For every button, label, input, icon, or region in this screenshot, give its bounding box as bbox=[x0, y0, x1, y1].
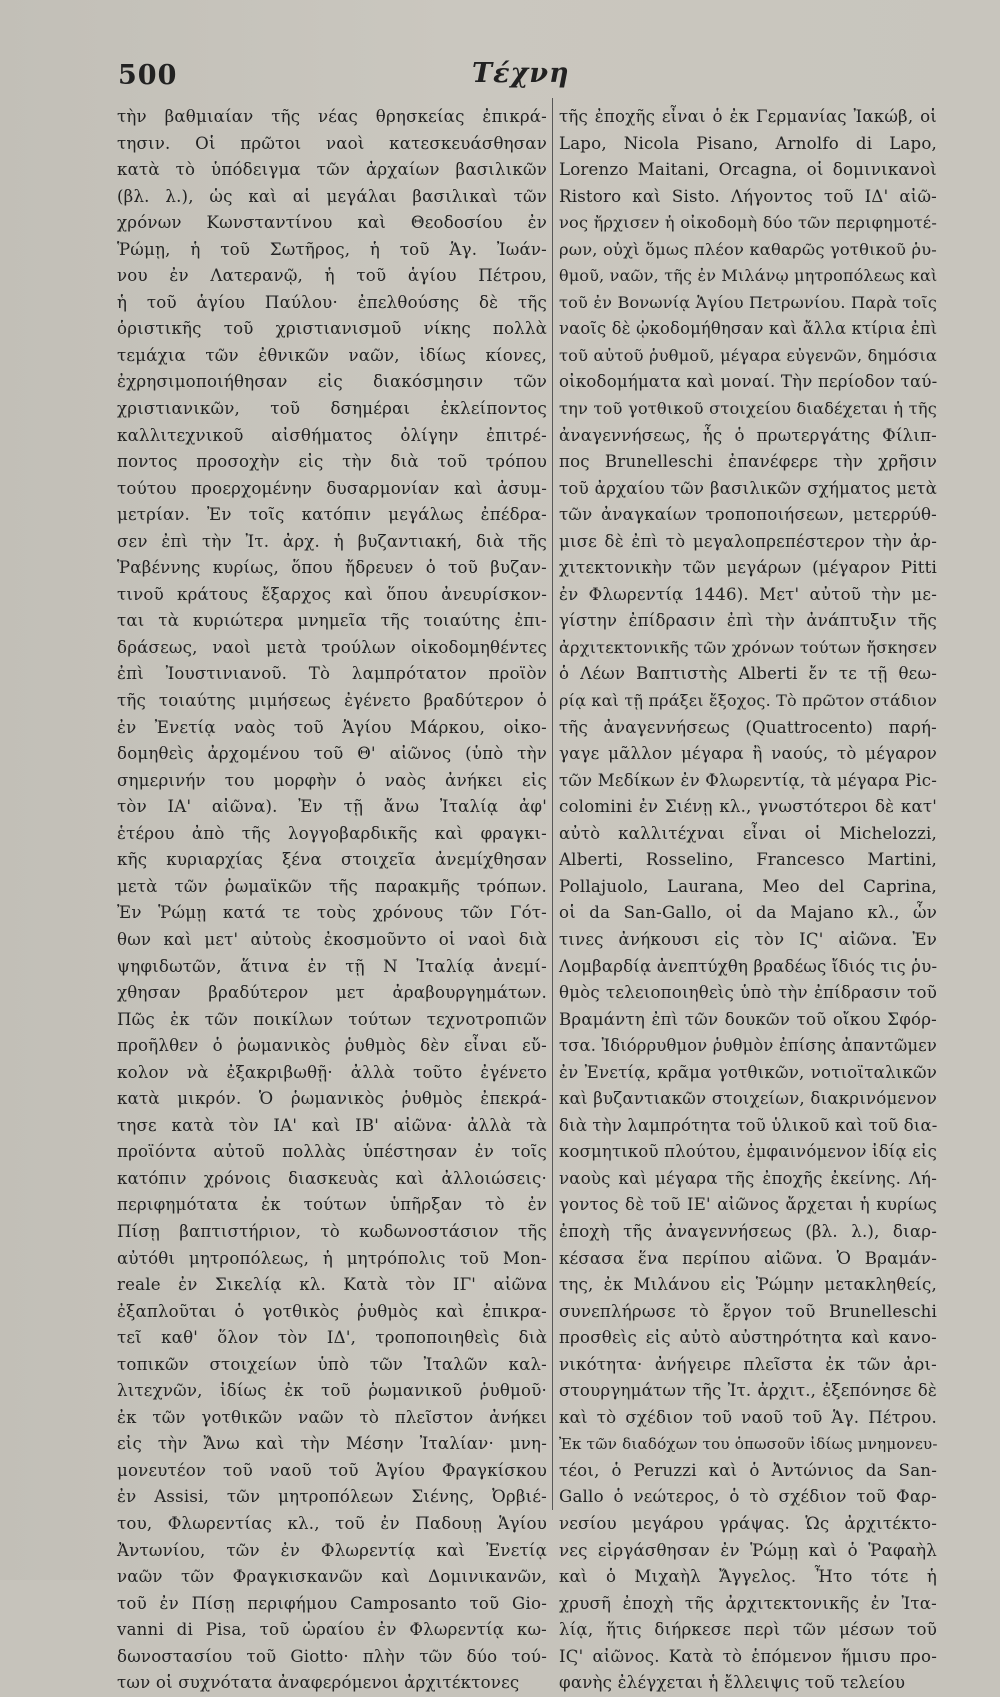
text-line: τούτου προερχομένην δυσαρμονίαν καὶ ἀσυμ- bbox=[117, 478, 547, 498]
text-line: μισε δὲ ἐπὶ τὸ μεγαλοπρεπέστερον τὴν ἀρ- bbox=[559, 531, 937, 551]
text-line: ποντος προσοχὴν εἰς τὴν διὰ τοῦ τρόπου bbox=[117, 452, 547, 472]
text-line: χρυσῆ ἐποχὴ τῆς ἀρχιτεκτονικῆς ἐν Ἰτα- bbox=[559, 1593, 937, 1613]
text-line: ἐποχὴ τῆς ἀναγεννήσεως (βλ. λ.), διαρ- bbox=[559, 1221, 937, 1241]
text-line: ναοὺς καὶ μέγαρα τῆς ἐποχῆς ἐκείνης. Λή- bbox=[559, 1168, 937, 1188]
text-line: τοῦ αὐτοῦ ῥυθμοῦ, μέγαρα εὐγενῶν, δημόσια bbox=[559, 345, 937, 365]
text-line: δωνοστασίου τοῦ Giotto· πλὴν τῶν δύο τού- bbox=[117, 1646, 547, 1666]
text-line: την τοῦ γοτθικοῦ στοιχείου διαδέχεται ἡ τῆς bbox=[559, 399, 937, 419]
text-line: Ἐκ τῶν διαδόχων του ὁπωσοῦν ἰδίως μνημονευ- bbox=[559, 1435, 938, 1454]
text-line: γαγε μᾶλλον μέγαρα ἢ ναούς, τὸ μέγαρον bbox=[559, 744, 937, 764]
text-line: τησε κατὰ τὸν ΙΑ' καὶ ΙΒ' αἰῶνα· ἀλλὰ τὰ bbox=[117, 1115, 547, 1135]
text-line: σεν ἐπὶ τὴν Ἰτ. ἀρχ. ἡ βυζαντιακή, διὰ τῆς bbox=[117, 531, 547, 551]
text-line: (βλ. λ.), ὡς καὶ αἱ μεγάλαι βασιλικαὶ τῶν bbox=[117, 186, 547, 206]
text-line: καὶ βυζαντιακῶν στοιχείων, διακρινόμενον bbox=[559, 1089, 937, 1109]
text-line: θων καὶ μετ' αὐτοὺς ἐκοσμοῦντο οἱ ναοὶ διὰ bbox=[117, 929, 547, 949]
text-line: τῶν Μεδίκων ἐν Φλωρεντίᾳ, τὰ μέγαρα Pic- bbox=[559, 770, 937, 790]
text-line: νικότητα· ἀνήγειρε πλεῖστα ἐκ τῶν ἀρι- bbox=[559, 1354, 937, 1374]
text-line: λίᾳ, ἥτις διήρκεσε περὶ τῶν μέσων τοῦ bbox=[559, 1620, 937, 1640]
text-line: ἐχρησιμοποιήθησαν εἰς διακόσμησιν τῶν bbox=[117, 372, 547, 392]
text-line: καλλιτεχνικοῦ αἰσθήματος ὀλίγην ἐπιτρέ- bbox=[117, 425, 547, 445]
text-line: τεμάχια τῶν ἐθνικῶν ναῶν, ἰδίως κίονες, bbox=[117, 345, 547, 365]
text-line: ὁριστικῆς τοῦ χριστιανισμοῦ νίκης πολλὰ bbox=[117, 319, 547, 339]
text-line: τῆς ἀναγεννήσεως (Quattrocento) παρή- bbox=[559, 717, 937, 737]
text-line: εἰς τὴν Ἄνω καὶ τὴν Μέσην Ἰταλίαν· μνη- bbox=[117, 1434, 547, 1454]
text-line: τσα. Ἰδιόρρυθμον ῥυθμὸν ἐπίσης ἀπαντῶμεν bbox=[559, 1036, 937, 1056]
text-line: τῆς τοιαύτης μιμήσεως ἐγένετο βραδύτερον ὁ bbox=[117, 691, 547, 711]
text-line: κοσμητικοῦ πλούτου, ἐμφαινόμενον ἰδίᾳ εἰς bbox=[559, 1142, 937, 1162]
text-line: τοῦ ἐν Πίσῃ περιφήμου Camposanto τοῦ Gio- bbox=[117, 1593, 547, 1613]
text-line: Pollajuolo, Laurana, Meo del Caprina, bbox=[559, 876, 937, 896]
text-line: νες εἰργάσθησαν ἐν Ῥώμῃ καὶ ὁ Ῥαφαὴλ bbox=[559, 1540, 937, 1560]
text-line: καὶ ὁ Μιχαὴλ Ἄγγελος. Ἦτο τότε ἡ bbox=[559, 1567, 937, 1587]
text-line: διὰ τὴν λαμπρότητα τοῦ ὑλικοῦ καὶ τοῦ δια- bbox=[559, 1115, 938, 1135]
text-line: χριστιανικῶν, τοῦ δσημέραι ἐκλείποντος bbox=[117, 399, 547, 419]
text-line: θμοῦ, ναῶν, τῆς ἐν Μιλάνῳ μητροπόλεως καὶ bbox=[559, 266, 938, 286]
text-line: λιτεχνῶν, ἰδίως ἐκ τοῦ ῥωμανικοῦ ῥυθμοῦ· bbox=[117, 1381, 547, 1401]
text-line: colomini ἐν Σιένῃ κλ., γνωστότεροι δὲ κατ' bbox=[559, 797, 937, 817]
text-line: κατὰ μικρόν. Ὁ ῥωμανικὸς ῥυθμὸς ἐπεκρά- bbox=[117, 1089, 547, 1109]
text-line: στουργημάτων τῆς Ἰτ. ἀρχιτ., ἐξεπόνησε δὲ bbox=[559, 1381, 937, 1401]
text-line: τῆς ἐποχῆς εἶναι ὁ ἐκ Γερμανίας Ἰακώβ, οἱ bbox=[559, 107, 937, 126]
text-line: οἰκοδομήματα καὶ μοναί. Τὴν περίοδον ταύ- bbox=[559, 372, 938, 392]
text-line: ἐν Ἐνετίᾳ, κρᾶμα γοτθικῶν, νοτιοϊταλικῶν bbox=[559, 1062, 937, 1082]
text-line: Πῶς ἐκ τῶν ποικίλων τούτων τεχνοτροπιῶν bbox=[117, 1009, 547, 1029]
text-line: κολον νὰ ἐξακριβωθῇ· ἀλλὰ τοῦτο ἐγένετο bbox=[117, 1062, 547, 1082]
text-line: ἐκ τῶν γοτθικῶν ναῶν τὸ πλεῖστον ἀνήκει bbox=[117, 1407, 547, 1427]
text-line: ἑτέρου ἀπὸ τῆς λογγοβαρδικῆς καὶ φραγκι- bbox=[117, 823, 547, 843]
text-line: ἐν Φλωρεντίᾳ 1446). Μετ' αὐτοῦ τὴν με- bbox=[559, 584, 937, 604]
text-line: νεσίου μεγάρου γράψας. Ὡς ἀρχιτέκτο- bbox=[559, 1513, 937, 1533]
text-line: reale ἐν Σικελίᾳ κλ. Κατὰ τὸν ΙΓ' αἰῶνα bbox=[117, 1275, 547, 1295]
text-line: προσθεὶς εἰς αὐτὸ αὐστηρότητα καὶ κανο- bbox=[559, 1328, 937, 1348]
text-line: προῆλθεν ὁ ῥωμανικὸς ῥυθμὸς δὲν εἶναι εὔ- bbox=[117, 1036, 547, 1056]
text-line: προϊόντα αὐτοῦ πολλὰς ὑπέστησαν ἐν τοῖς bbox=[117, 1142, 547, 1162]
text-line: ἐξαπλοῦται ὁ γοτθικὸς ῥυθμὸς καὶ ἐπικρα- bbox=[117, 1301, 547, 1321]
text-line: ρίᾳ καὶ τῇ πράξει ἔξοχος. Τὸ πρῶτον στάδιον bbox=[559, 691, 938, 711]
text-line: χθησαν βραδύτερον μετ ἀραβουργημάτων. bbox=[117, 983, 547, 1003]
text-line: σημερινήν του μορφὴν ὁ ναὸς ἀνήκει εἰς bbox=[117, 770, 547, 790]
text-line: τοπικῶν στοιχείων ὑπὸ τῶν Ἰταλῶν καλ- bbox=[117, 1354, 547, 1374]
text-line: ἀρχιτεκτονικῆς τῶν χρόνων τούτων ἤσκησεν bbox=[559, 637, 938, 657]
text-line: γοντος δὲ τοῦ ΙΕ' αἰῶνος ἄρχεται ἡ κυρίως bbox=[559, 1195, 937, 1215]
text-line: τὴν βαθμιαίαν τῆς νέας θρησκείας ἐπικρά- bbox=[117, 107, 547, 126]
text-line: χρόνων Κωνσταντίνου καὶ Θεοδοσίου ἐν bbox=[117, 213, 547, 233]
column-divider bbox=[552, 98, 553, 1510]
text-line: νου ἐν Λατερανῷ, ἡ τοῦ ἁγίου Πέτρου, bbox=[117, 266, 547, 286]
text-line: του, Φλωρεντίας κλ., τοῦ ἐν Παδουῃ Ἁγίου bbox=[117, 1513, 547, 1533]
text-line: τεῖ καθ' ὅλον τὸν ΙΔ', τροποποιηθεὶς διὰ bbox=[117, 1328, 547, 1348]
text-line: ἡ τοῦ ἁγίου Παύλου· ἐπελθούσης δὲ τῆς bbox=[117, 292, 547, 312]
text-line: τοῦ ἀρχαίου τῶν βασιλικῶν σχήματος μετὰ bbox=[559, 478, 937, 498]
text-line: ΙϚ' αἰῶνος. Κατὰ τὸ ἑπόμενον ἥμισυ προ- bbox=[559, 1646, 937, 1666]
text-line: θμὸς τελειοποιηθεὶς ὑπὸ τὴν ἐπίδρασιν τοῦ bbox=[559, 983, 937, 1003]
text-line: ἐν Ἐνετίᾳ ναὸς τοῦ Ἁγίου Μάρκου, οἰκο- bbox=[117, 717, 547, 737]
text-line: μετρίαν. Ἐν τοῖς κατόπιν μεγάλως ἐπέδρα- bbox=[117, 505, 547, 525]
left-text-column bbox=[117, 104, 547, 1697]
text-line: ναοῖς δὲ ᾠκοδομήθησαν καὶ ἄλλα κτίρια ἐπὶ bbox=[559, 319, 938, 339]
text-line: Βραμάντη ἐπὶ τῶν δουκῶν τοῦ οἴκου Σφόρ- bbox=[559, 1009, 937, 1029]
text-line: δράσεως, ναοὶ μετὰ τρούλων οἰκοδομηθέντες bbox=[117, 637, 547, 657]
text-line: αὐτὸ καλλιτέχναι εἶναι οἱ Michelozzi, bbox=[559, 823, 937, 843]
text-line: οἱ da San-Gallo, οἱ da Majano κλ., ὧν bbox=[559, 903, 937, 923]
text-line: Gallo ὁ νεώτερος, ὁ τὸ σχέδιον τοῦ Φαρ- bbox=[559, 1487, 937, 1507]
running-head: Τέχνη bbox=[472, 58, 570, 89]
text-line: νος ἤρχισεν ἡ οἰκοδομὴ δύο τῶν περιφημοτέ- bbox=[559, 213, 937, 233]
text-line: φανὴς ἐλέγχεται ἡ ἔλλειψις τοῦ τελείου bbox=[559, 1673, 906, 1693]
text-line: τινες ἀνήκουσι εἰς τὸν ΙϚ' αἰῶνα. Ἐν bbox=[559, 929, 937, 949]
text-line: τοῦ ἐν Βονωνίᾳ Ἁγίου Πετρωνίου. Παρὰ τοῖς bbox=[559, 292, 938, 312]
text-line: τῶν ἀναγκαίων τροποποιήσεων, μετερρύθ- bbox=[559, 505, 937, 525]
text-line: τινοῦ κράτους ἔξαρχος καὶ ὅπου ἀνευρίσκον- bbox=[117, 584, 547, 604]
text-line: γίστην ἐπίδρασιν ἐπὶ τὴν ἀνάπτυξιν τῆς bbox=[559, 611, 937, 631]
text-line: ρων, οὐχὶ ὅμως πλέον καθαρῶς γοτθικοῦ ῥυ- bbox=[559, 239, 937, 259]
text-line: των οἱ συχνότατα ἀναφερόμενοι ἀρχιτέκτονες bbox=[117, 1673, 520, 1693]
text-line: μονευτέον τοῦ ναοῦ τοῦ Ἁγίου Φραγκίσκου bbox=[117, 1460, 547, 1480]
text-line: της, ἐκ Μιλάνου εἰς Ῥώμην μετακληθείς, bbox=[559, 1275, 937, 1295]
text-line: κέσασα ἕνα περίπου αἰῶνα. Ὁ Βραμάν- bbox=[559, 1248, 937, 1268]
text-line: κατὰ τὸ ὑπόδειγμα τῶν ἀρχαίων βασιλικῶν bbox=[117, 160, 547, 180]
text-line: τησιν. Οἱ πρῶτοι ναοὶ κατεσκευάσθησαν bbox=[117, 133, 547, 153]
text-line: Alberti, Rosselino, Francesco Martini, bbox=[559, 850, 937, 870]
text-line: ἐν Assisi, τῶν μητροπόλεων Σιένης, Ὀρβιέ- bbox=[117, 1487, 547, 1507]
text-line: Ῥαβέννης κυρίως, ὅπου ἤδρευεν ὁ τοῦ βυζαν- bbox=[117, 558, 547, 578]
text-line: Λομβαρδίᾳ ἀνεπτύχθη βραδέως ἴδιός τις ῥυ- bbox=[559, 956, 938, 976]
text-line: ὁ Λέων Βαπτιστὴς Alberti ἔν τε τῇ θεω- bbox=[559, 664, 937, 684]
text-line: Ristoro καὶ Sisto. Λήγοντος τοῦ ΙΔ' αἰῶ- bbox=[559, 186, 937, 206]
text-line: ψηφιδωτῶν, ἅτινα ἐν τῇ Ν Ἰταλίᾳ ἀνεμί- bbox=[117, 956, 547, 976]
right-text-column bbox=[559, 104, 937, 1697]
text-line: χιτεκτονικὴν τῶν μεγάρων (μέγαρον Pitti bbox=[559, 558, 937, 578]
text-line: ναῶν τῶν Φραγκισκανῶν καὶ Δομινικανῶν, bbox=[117, 1567, 547, 1587]
text-line: Ῥώμῃ, ἡ τοῦ Σωτῆρος, ἡ τοῦ Ἁγ. Ἰωάν- bbox=[117, 239, 547, 259]
text-line: τέοι, ὁ Peruzzi καὶ ὁ Ἀντώνιος da San- bbox=[559, 1460, 937, 1480]
text-line: καὶ τὸ σχέδιον τοῦ ναοῦ τοῦ Ἁγ. Πέτρου. bbox=[559, 1407, 937, 1427]
text-line: τὸν ΙΑ' αἰῶνα). Ἐν τῇ ἄνω Ἰταλίᾳ ἀφ' bbox=[117, 797, 547, 817]
page-number: 500 bbox=[118, 60, 178, 91]
text-line: Πίσῃ βαπτιστήριον, τὸ κωδωνοστάσιον τῆς bbox=[117, 1221, 547, 1241]
text-line: Lorenzo Maitani, Orcagna, οἱ δομινικανοὶ bbox=[559, 160, 937, 180]
text-line: ἀναγεννήσεως, ἧς ὁ πρωτεργάτης Φίλιπ- bbox=[559, 425, 937, 445]
text-line: ται τὰ κυριώτερα μνημεῖα τῆς τοιαύτης ἐπι- bbox=[117, 611, 547, 631]
text-line: ἐπὶ Ἰουστινιανοῦ. Τὸ λαμπρότατον προϊὸν bbox=[117, 664, 547, 684]
text-line: Ἀντωνίου, τῶν ἐν Φλωρεντίᾳ καὶ Ἐνετίᾳ bbox=[117, 1540, 547, 1560]
text-line: Lapo, Nicola Pisano, Arnolfo di Lapo, bbox=[559, 133, 937, 153]
text-line: περιφημότατα ἐκ τούτων ὑπῆρξαν τὸ ἐν bbox=[117, 1195, 547, 1215]
text-line: μετὰ τῶν ῥωμαϊκῶν τῆς παρακμῆς τρόπων. bbox=[117, 876, 547, 896]
text-line: κῆς κυριαρχίας ξένα στοιχεῖα ἀνεμίχθησαν bbox=[117, 850, 547, 870]
text-line: δομηθεὶς ἀρχομένου τοῦ Θ' αἰῶνος (ὑπὸ τὴν bbox=[117, 744, 547, 764]
text-line: vanni di Pisa, τοῦ ὡραίου ἐν Φλωρεντίᾳ κω- bbox=[117, 1620, 547, 1640]
text-line: αὐτόθι μητροπόλεως, ἡ μητρόπολις τοῦ Mon- bbox=[117, 1248, 547, 1268]
text-line: Ἐν Ῥώμῃ κατά τε τοὺς χρόνους τῶν Γότ- bbox=[117, 903, 547, 923]
text-line: πος Brunelleschi ἐπανέφερε τὴν χρῆσιν bbox=[559, 452, 937, 472]
text-line: συνεπλήρωσε τὸ ἔργον τοῦ Brunelleschi bbox=[559, 1301, 937, 1321]
text-line: κατόπιν χρόνοις διασκευὰς καὶ ἀλλοιώσεις· bbox=[117, 1168, 547, 1188]
